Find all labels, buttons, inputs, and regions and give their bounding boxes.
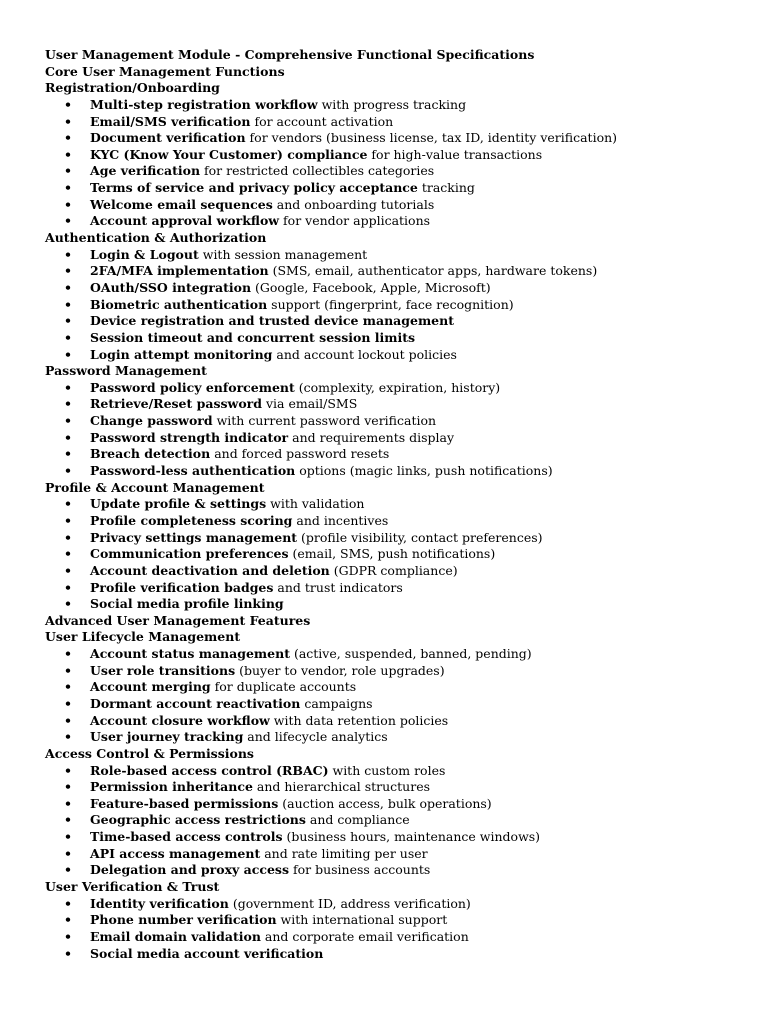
item-description: for high-value transactions	[367, 146, 543, 162]
bullet-icon: •	[64, 712, 72, 728]
section-heading: Access Control & Permissions	[45, 745, 254, 761]
item-term: Multi-step registration workflow	[90, 96, 318, 112]
item-description: for vendor applications	[279, 213, 431, 229]
item-description: for duplicate accounts	[210, 679, 357, 695]
bullet-icon: •	[64, 146, 72, 162]
item-term: Password-less authentication	[90, 463, 296, 479]
item-term: Social media profile linking	[90, 596, 284, 612]
item-term: Delegation and proxy access	[90, 862, 289, 878]
item-term: Device registration and trusted device management	[90, 313, 454, 329]
item-description: (complexity, expiration, history)	[294, 379, 501, 395]
bullet-icon: •	[64, 646, 72, 662]
item-description: and account lockout policies	[272, 346, 457, 362]
list-item	[45, 796, 745, 813]
bullet-icon: •	[64, 829, 72, 845]
bullet-icon: •	[64, 945, 72, 961]
item-description: tracking	[417, 180, 475, 196]
list-item	[45, 413, 745, 430]
item-term: Account deactivation and deletion	[90, 562, 330, 578]
section-heading: Registration/Onboarding	[45, 80, 220, 96]
item-description: (email, SMS, push notifications)	[288, 546, 496, 562]
item-term: Account closure workflow	[90, 712, 270, 728]
item-description: (active, suspended, banned, pending)	[289, 646, 532, 662]
item-term: Dormant account reactivation	[90, 695, 301, 711]
item-description: and incentives	[292, 512, 389, 528]
bullet-icon: •	[64, 729, 72, 745]
item-description: with current password verification	[212, 413, 437, 429]
list-item	[45, 729, 745, 746]
bullet-icon: •	[64, 113, 72, 129]
item-description: options (magic links, push notifications)	[295, 463, 553, 479]
document-body	[45, 47, 745, 962]
list-item	[45, 596, 745, 613]
item-description: campaigns	[300, 695, 373, 711]
bullet-icon: •	[64, 912, 72, 928]
item-description: and trust indicators	[273, 579, 403, 595]
bullet-icon: •	[64, 529, 72, 545]
item-term: Change password	[90, 413, 213, 429]
item-term: OAuth/SSO integration	[90, 279, 252, 295]
item-term: Profile completeness scoring	[90, 512, 293, 528]
list-item	[45, 347, 745, 364]
list-item	[45, 696, 745, 713]
section-heading: Advanced User Management Features	[45, 612, 311, 628]
list-item	[45, 313, 745, 330]
item-term: Email domain validation	[90, 928, 261, 944]
item-term: Biometric authentication	[90, 296, 268, 312]
item-term: Privacy settings management	[90, 529, 298, 545]
list-item	[45, 929, 745, 946]
bullet-icon: •	[64, 396, 72, 412]
item-term: Breach detection	[90, 446, 211, 462]
item-description: and corporate email verification	[260, 928, 469, 944]
item-term: Password strength indicator	[90, 429, 289, 445]
list-item	[45, 862, 745, 879]
list-item	[45, 896, 745, 913]
bullet-icon: •	[64, 279, 72, 295]
list-item	[45, 114, 745, 131]
item-description: and lifecycle analytics	[243, 729, 388, 745]
item-term: Password policy enforcement	[90, 379, 295, 395]
item-description: with international support	[276, 912, 448, 928]
bullet-icon: •	[64, 379, 72, 395]
list-item	[45, 496, 745, 513]
list-item	[45, 679, 745, 696]
item-description: (GDPR compliance)	[329, 562, 458, 578]
item-description: and requirements display	[288, 429, 455, 445]
bullet-icon: •	[64, 296, 72, 312]
list-item	[45, 946, 745, 963]
bullet-icon: •	[64, 429, 72, 445]
item-term: Communication preferences	[90, 546, 289, 562]
item-description: and onboarding tutorials	[272, 196, 435, 212]
list-item	[45, 247, 745, 264]
item-term: Session timeout and concurrent session limits	[90, 329, 416, 345]
item-term: API access management	[90, 845, 261, 861]
list-item	[45, 446, 745, 463]
list-item	[45, 663, 745, 680]
item-term: Geographic access restrictions	[90, 812, 306, 828]
section-heading: Password Management	[45, 363, 207, 379]
list-item	[45, 513, 745, 530]
item-term: Account status management	[90, 646, 290, 662]
bullet-icon: •	[64, 562, 72, 578]
item-description: support (fingerprint, face recognition)	[267, 296, 514, 312]
item-term: User role transitions	[90, 662, 236, 678]
list-item	[45, 546, 745, 563]
list-item	[45, 97, 745, 114]
item-description: with session management	[198, 246, 368, 262]
bullet-icon: •	[64, 812, 72, 828]
item-term: Role-based access control (RBAC)	[90, 762, 329, 778]
list-item	[45, 580, 745, 597]
item-term: Social media account verification	[90, 945, 324, 961]
bullet-icon: •	[64, 795, 72, 811]
item-term: 2FA/MFA implementation	[90, 263, 269, 279]
list-item	[45, 846, 745, 863]
bullet-icon: •	[64, 346, 72, 362]
item-term: Account approval workflow	[90, 213, 280, 229]
item-description: (auction access, bulk operations)	[278, 795, 492, 811]
bullet-icon: •	[64, 579, 72, 595]
list-item	[45, 713, 745, 730]
item-description: for account activation	[250, 113, 394, 129]
list-item	[45, 812, 745, 829]
item-term: Permission inheritance	[90, 779, 253, 795]
list-item	[45, 197, 745, 214]
item-term: Feature-based permissions	[90, 795, 279, 811]
bullet-icon: •	[64, 413, 72, 429]
item-term: KYC (Know Your Customer) compliance	[90, 146, 368, 162]
item-description: and forced password resets	[210, 446, 390, 462]
bullet-icon: •	[64, 446, 72, 462]
bullet-icon: •	[64, 130, 72, 146]
item-description: for business accounts	[289, 862, 431, 878]
item-description: (profile visibility, contact preferences)	[297, 529, 543, 545]
list-item	[45, 280, 745, 297]
item-term: Email/SMS verification	[90, 113, 251, 129]
bullet-icon: •	[64, 662, 72, 678]
list-item	[45, 763, 745, 780]
list-item	[45, 213, 745, 230]
item-description: and rate limiting per user	[260, 845, 428, 861]
bullet-icon: •	[64, 329, 72, 345]
item-description: and hierarchical structures	[252, 779, 431, 795]
bullet-icon: •	[64, 845, 72, 861]
item-description: with custom roles	[328, 762, 446, 778]
item-term: Terms of service and privacy policy acceptance	[90, 180, 418, 196]
list-item	[45, 330, 745, 347]
item-term: Profile verification badges	[90, 579, 274, 595]
item-description: with data retention policies	[269, 712, 449, 728]
bullet-icon: •	[64, 213, 72, 229]
bullet-icon: •	[64, 679, 72, 695]
item-description: for vendors (business license, tax ID, identity verification)	[245, 130, 618, 146]
item-description: via email/SMS	[261, 396, 358, 412]
bullet-icon: •	[64, 512, 72, 528]
bullet-icon: •	[64, 546, 72, 562]
list-item	[45, 563, 745, 580]
section-heading: User Lifecycle Management	[45, 629, 241, 645]
item-term: Retrieve/Reset password	[90, 396, 262, 412]
list-item	[45, 829, 745, 846]
section-heading: Core User Management Functions	[45, 63, 285, 79]
list-item	[45, 130, 745, 147]
section-heading: Profile & Account Management	[45, 479, 265, 495]
bullet-icon: •	[64, 463, 72, 479]
list-item	[45, 430, 745, 447]
bullet-icon: •	[64, 862, 72, 878]
item-term: Login attempt monitoring	[90, 346, 273, 362]
item-term: Update profile & settings	[90, 496, 267, 512]
bullet-icon: •	[64, 313, 72, 329]
list-item	[45, 163, 745, 180]
list-item	[45, 779, 745, 796]
bullet-icon: •	[64, 163, 72, 179]
list-item	[45, 263, 745, 280]
list-item	[45, 180, 745, 197]
item-description: (Google, Facebook, Apple, Microsoft)	[251, 279, 491, 295]
item-term: Phone number verification	[90, 912, 277, 928]
bullet-icon: •	[64, 596, 72, 612]
item-term: Login & Logout	[90, 246, 199, 262]
item-term: User journey tracking	[90, 729, 244, 745]
bullet-icon: •	[64, 96, 72, 112]
list-item	[45, 463, 745, 480]
section-heading: User Management Module - Comprehensive Functional Specifications	[45, 47, 535, 62]
bullet-icon: •	[64, 263, 72, 279]
list-item	[45, 530, 745, 547]
item-description: (business hours, maintenance windows)	[282, 829, 541, 845]
item-description: (SMS, email, authenticator apps, hardware tokens)	[268, 263, 598, 279]
item-term: Document verification	[90, 130, 246, 146]
item-term: Identity verification	[90, 895, 229, 911]
list-item	[45, 912, 745, 929]
bullet-icon: •	[64, 762, 72, 778]
item-term: Age verification	[90, 163, 201, 179]
item-description: (government ID, address verification)	[228, 895, 471, 911]
item-term: Welcome email sequences	[90, 196, 273, 212]
item-description: with validation	[266, 496, 365, 512]
bullet-icon: •	[64, 246, 72, 262]
section-heading: User Verification & Trust	[45, 879, 220, 895]
bullet-icon: •	[64, 695, 72, 711]
list-item	[45, 380, 745, 397]
section-heading: Authentication & Authorization	[45, 230, 267, 246]
item-description: with progress tracking	[317, 96, 467, 112]
bullet-icon: •	[64, 196, 72, 212]
item-description: for restricted collectibles categories	[200, 163, 435, 179]
list-item	[45, 147, 745, 164]
bullet-icon: •	[64, 180, 72, 196]
item-term: Account merging	[90, 679, 211, 695]
list-item	[45, 646, 745, 663]
item-term: Time-based access controls	[90, 829, 283, 845]
bullet-icon: •	[64, 895, 72, 911]
bullet-icon: •	[64, 779, 72, 795]
bullet-icon: •	[64, 496, 72, 512]
list-item	[45, 297, 745, 314]
item-description: and compliance	[305, 812, 410, 828]
bullet-icon: •	[64, 928, 72, 944]
item-description: (buyer to vendor, role upgrades)	[235, 662, 445, 678]
list-item	[45, 396, 745, 413]
